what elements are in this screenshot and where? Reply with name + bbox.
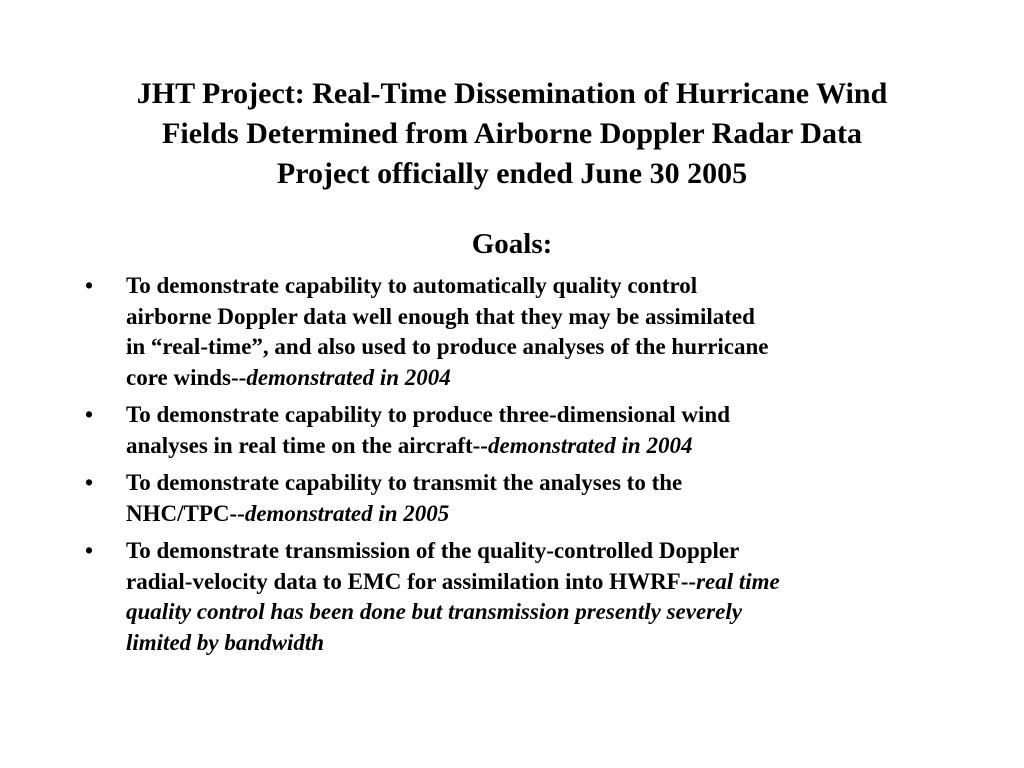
goal-4-line-1: To demonstrate transmission of the quality-controlled Doppler [126, 538, 740, 563]
goal-2-status: demonstrated in 2004 [487, 432, 693, 458]
goal-2-line-2 [126, 431, 964, 462]
goals-list [0, 271, 1024, 665]
goal-item-2 [0, 400, 1024, 461]
slide-title [40, 74, 984, 194]
goal-item-1 [0, 271, 1024, 393]
goal-3-line-1: To demonstrate capability to transmit the analyses to the [126, 470, 683, 495]
goal-3-status: demonstrated in 2005 [244, 500, 450, 526]
goal-4-text-mid: radial-velocity data to EMC for assimilation into HWRF-- [126, 568, 697, 594]
goal-1-line-3: in “real-time”, and also used to produce analyses of the hurricane [126, 334, 769, 359]
bullet-icon: • [85, 470, 94, 495]
goal-item-3 [0, 468, 1024, 529]
goal-4-status-start: real time [696, 568, 780, 594]
goal-1-text-end: core winds-- [126, 364, 247, 390]
bullet-icon: • [85, 402, 94, 427]
goal-4-line-3: quality control has been done but transmission presently severely [126, 599, 742, 624]
goal-3-line-2 [126, 499, 964, 530]
goals-heading: Goals: [471, 228, 553, 260]
title-line-3: Project officially ended June 30 2005 [276, 157, 748, 190]
title-line-1: JHT Project: Real-Time Dissemination of Hurricane Wind [136, 77, 888, 110]
goal-1-line-4 [126, 363, 964, 394]
bullet-icon: • [85, 538, 94, 563]
goal-1-status: demonstrated in 2004 [246, 364, 451, 390]
bullet-icon: • [85, 273, 94, 298]
goal-1-line-1: To demonstrate capability to automatically quality control [126, 273, 698, 298]
goal-4-line-4: limited by bandwidth [126, 629, 325, 655]
goal-1-line-2: airborne Doppler data well enough that they may be assimilated [126, 303, 755, 329]
goal-3-text-end: NHC/TPC-- [126, 500, 245, 526]
goal-item-4 [0, 536, 1024, 658]
goal-4-line-2 [126, 567, 964, 598]
goal-2-text-end: analyses in real time on the aircraft-- [126, 432, 488, 458]
title-line-2: Fields Determined from Airborne Doppler Radar Data [162, 117, 862, 150]
goal-2-line-1: To demonstrate capability to produce three-dimensional wind [126, 402, 730, 427]
